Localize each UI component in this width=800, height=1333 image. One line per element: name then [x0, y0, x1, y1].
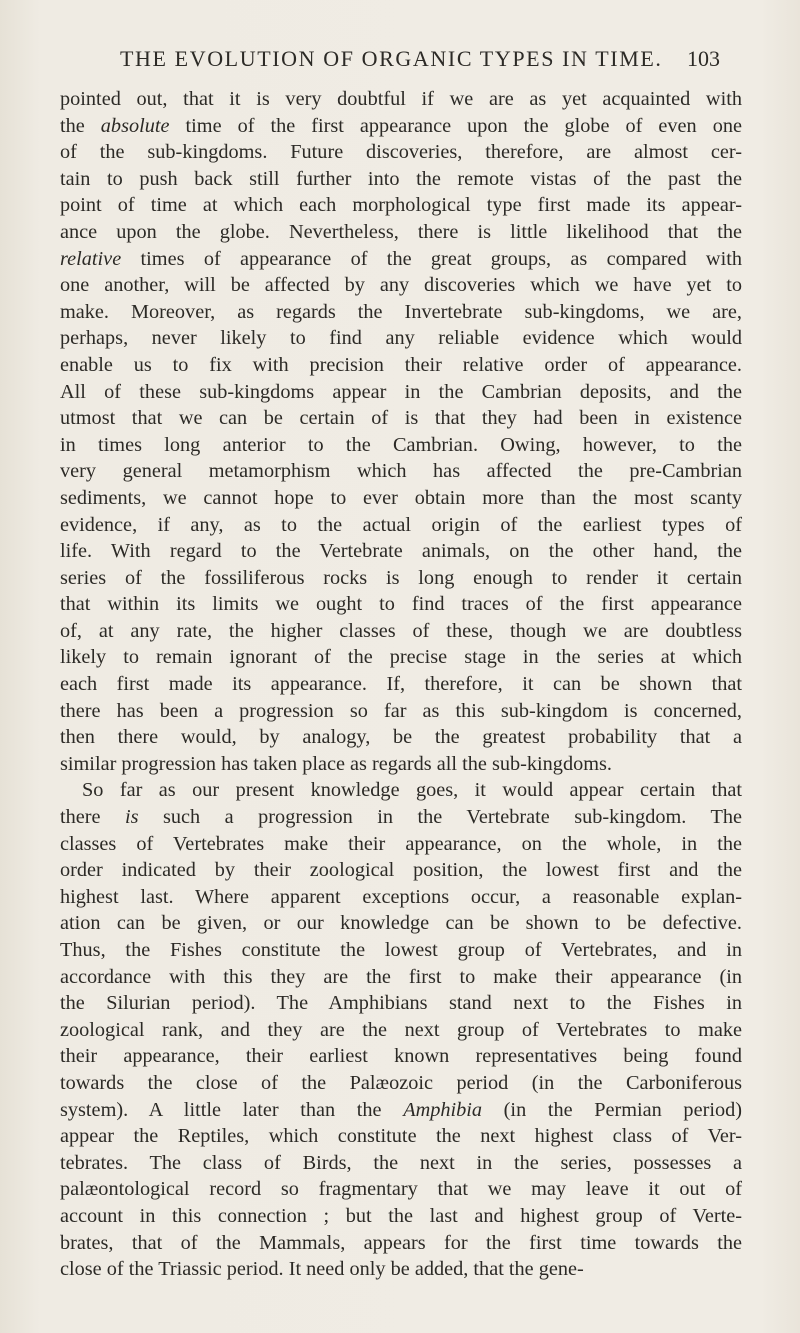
text-line: [60, 644, 742, 671]
text-line: [60, 538, 742, 565]
text-segment: their appearance, their earliest known representatives being found: [60, 1045, 742, 1068]
text-line: [60, 618, 742, 645]
text-line: [60, 485, 742, 512]
text-line: [60, 1043, 742, 1070]
text-segment: the: [60, 114, 101, 137]
running-title: THE EVOLUTION OF ORGANIC TYPES IN TIME.: [120, 46, 663, 71]
italic-term: Amphibia: [403, 1098, 483, 1121]
text-segment: All of these sub-kingdoms appear in the Cambrian deposits, and the: [60, 380, 742, 403]
text-line: [60, 804, 742, 831]
text-line: [60, 325, 742, 352]
text-line: [60, 139, 742, 166]
text-line: [60, 565, 742, 592]
text-segment: system). A little later than the: [60, 1098, 404, 1121]
text-segment: ation can be given, or our knowledge can be shown to be defective.: [60, 912, 742, 935]
text-line: [60, 937, 742, 964]
text-segment: that within its limits we ought to find traces of the first appearance: [60, 593, 742, 616]
text-segment: enable us to fix with precision their relative order of appearance.: [60, 353, 742, 376]
text-segment: zoological rank, and they are the next group of Vertebrates to make: [60, 1018, 742, 1041]
text-line: [60, 272, 742, 299]
text-line: [60, 1256, 742, 1283]
body-text: [60, 86, 742, 1283]
text-line: [60, 671, 742, 698]
text-line: [60, 86, 742, 113]
text-segment: in times long anterior to the Cambrian. Owing, however, to the: [60, 433, 742, 456]
text-line: [60, 379, 742, 406]
text-line: [60, 724, 742, 751]
text-line: [60, 405, 742, 432]
text-segment: accordance with this they are the first to make their appearance (in: [60, 965, 742, 988]
text-line: [60, 192, 742, 219]
text-segment: life. With regard to the Vertebrate animals, on the other hand, the: [60, 540, 742, 563]
text-line: [60, 113, 742, 140]
text-segment: point of time at which each morphological type first made its appear-: [60, 194, 742, 217]
text-segment: account in this connection ; but the last and highest group of Verte-: [60, 1204, 742, 1227]
text-segment: there: [60, 806, 126, 829]
text-line: [60, 219, 742, 246]
text-segment: time of the first appearance upon the globe of even one: [169, 114, 742, 137]
text-line: [60, 512, 742, 539]
text-segment: tebrates. The class of Birds, the next in the series, possesses a: [60, 1151, 742, 1174]
text-line: [60, 299, 742, 326]
text-segment: very general metamorphism which has affected the pre-Cambrian: [60, 460, 742, 483]
text-line: [60, 777, 742, 804]
text-line: [60, 458, 742, 485]
text-segment: utmost that we can be certain of is that they had been in existence: [60, 407, 742, 430]
text-line: [60, 857, 742, 884]
text-segment: the Silurian period). The Amphibians stand next to the Fishes in: [60, 992, 742, 1015]
text-line: [60, 352, 742, 379]
text-line: [60, 166, 742, 193]
page-number: 103: [687, 46, 720, 71]
text-line: [60, 246, 742, 273]
text-line: [60, 698, 742, 725]
text-line: [60, 1070, 742, 1097]
text-segment: brates, that of the Mammals, appears for the first time towards the: [60, 1231, 742, 1254]
text-segment: such a progression in the Vertebrate sub-kingdom. The: [138, 806, 742, 829]
running-head: [110, 46, 720, 76]
text-segment: evidence, if any, as to the actual origin of the earliest types of: [60, 513, 742, 536]
text-segment: one another, will be affected by any discoveries which we have yet to: [60, 274, 742, 297]
text-line: [60, 1097, 742, 1124]
text-segment: likely to remain ignorant of the precise stage in the series at which: [60, 646, 742, 669]
text-segment: of the sub-kingdoms. Future discoveries, therefore, are almost cer-: [60, 141, 742, 164]
italic-term: is: [125, 806, 139, 829]
text-segment: perhaps, never likely to find any reliable evidence which would: [60, 327, 742, 350]
text-segment: then there would, by analogy, be the greatest probability that a: [60, 726, 742, 749]
text-line: [60, 990, 742, 1017]
text-segment: towards the close of the Palæozoic period (in the Carboniferous: [60, 1071, 742, 1094]
text-segment: Thus, the Fishes constitute the lowest group of Vertebrates, and in: [60, 939, 742, 961]
text-segment: each first made its appearance. If, therefore, it can be shown that: [60, 673, 742, 696]
text-segment: ance upon the globe. Nevertheless, there is little likelihood that the: [60, 220, 742, 243]
text-segment: (in the Permian period): [482, 1098, 742, 1121]
text-segment: close of the Triassic period. It need only be added, that the gene-: [60, 1258, 584, 1281]
text-segment: there has been a progression so far as this sub-kingdom is concerned,: [60, 699, 742, 722]
text-line: [60, 1203, 742, 1230]
text-segment: tain to push back still further into the remote vistas of the past the: [60, 167, 742, 190]
text-segment: of, at any rate, the higher classes of these, though we are doubtless: [60, 619, 742, 642]
text-line: [60, 831, 742, 858]
text-line: [60, 1150, 742, 1177]
text-segment: pointed out, that it is very doubtful if we are as yet acquainted with: [60, 88, 742, 110]
text-line: [60, 432, 742, 459]
text-segment: So far as our present knowledge goes, it would appear certain that: [82, 779, 742, 802]
text-line: [60, 910, 742, 937]
text-segment: palæontological record so fragmentary that we may leave it out of: [60, 1178, 742, 1201]
text-line: [60, 1230, 742, 1257]
text-segment: classes of Vertebrates make their appearance, on the whole, in the: [60, 832, 742, 855]
italic-term: absolute: [100, 114, 170, 137]
italic-term: relative: [60, 247, 122, 270]
text-segment: series of the fossiliferous rocks is long enough to render it certain: [60, 566, 742, 589]
text-line: [60, 1017, 742, 1044]
text-segment: sediments, we cannot hope to ever obtain more than the most scanty: [60, 486, 742, 509]
text-line: [60, 1123, 742, 1150]
text-segment: highest last. Where apparent exceptions occur, a reasonable explan-: [60, 885, 742, 908]
text-line: [60, 751, 742, 778]
text-segment: times of appearance of the great groups, as compared with: [121, 247, 742, 270]
text-line: [60, 1176, 742, 1203]
text-line: [60, 884, 742, 911]
text-line: [60, 591, 742, 618]
text-segment: order indicated by their zoological position, the lowest first and the: [60, 859, 742, 882]
text-line: [60, 964, 742, 991]
text-segment: similar progression has taken place as regards all the sub-kingdoms.: [60, 752, 612, 775]
text-segment: make. Moreover, as regards the Invertebrate sub-kingdoms, we are,: [60, 300, 742, 323]
text-segment: appear the Reptiles, which constitute the next highest class of Ver-: [60, 1125, 742, 1148]
